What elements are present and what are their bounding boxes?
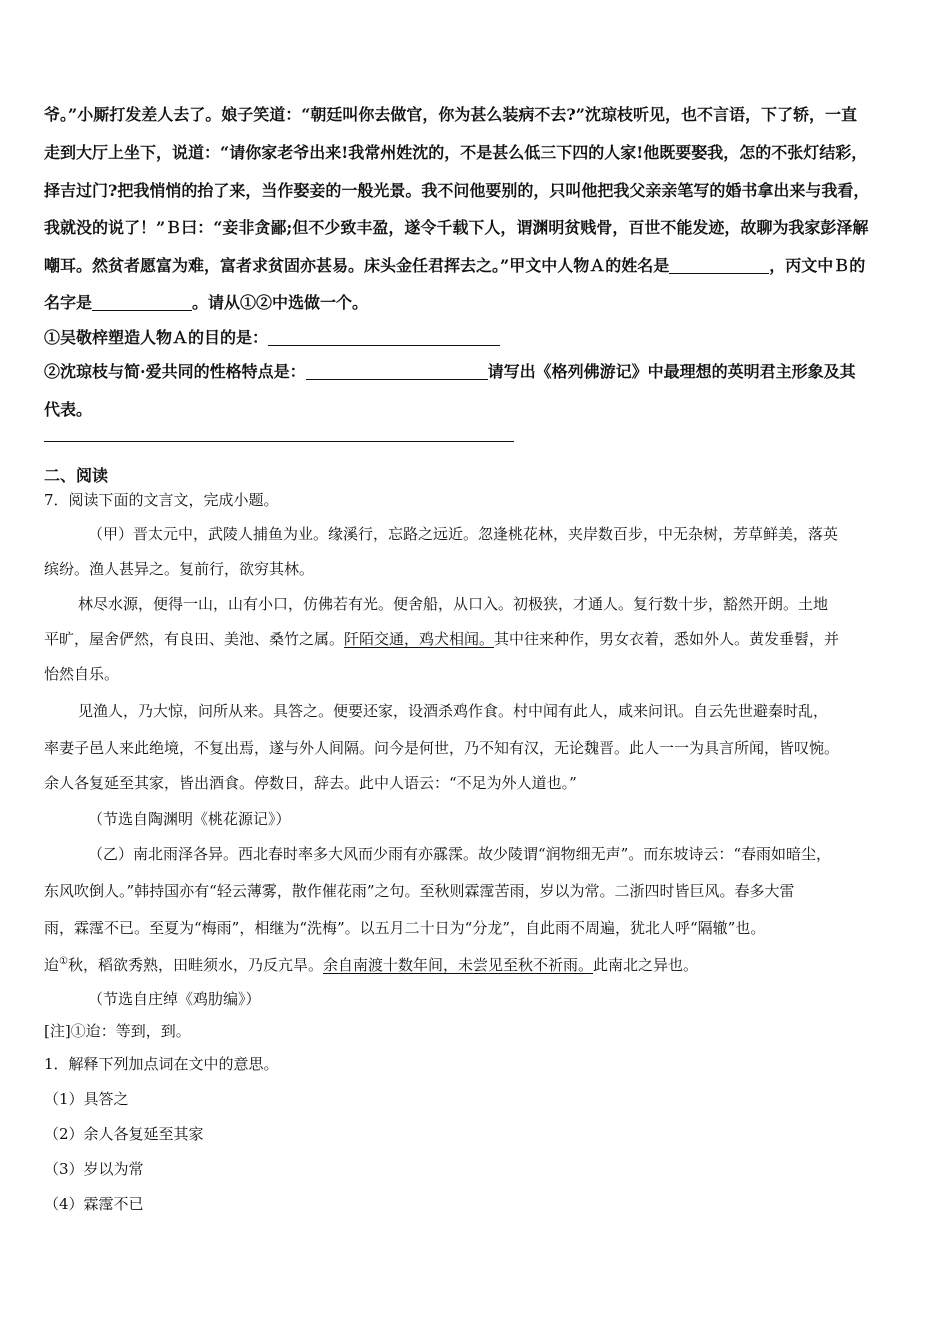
text-segment: 迨 (44, 956, 60, 974)
text-segment: ②沈琼枝与简·爱共同的性格特点是： (44, 362, 306, 381)
question-7: 7．阅读下面的文言文，完成小题。 (44, 491, 279, 509)
text-line: 怡然自乐。 (44, 665, 120, 683)
answer-blank[interactable] (92, 294, 192, 311)
text-line: 择吉过门?把我悄悄的抬了来，当作娶妾的一般光景。我不问他要别的，只叫他把我父亲亲笔写的婚书拿出来与我看， (44, 181, 870, 200)
text-line: 东风吹倒人。”韩持国亦有“轻云薄雾，散作催花雨”之句。至秋则霖霪苦雨，岁以为常。二浙四时皆巨风。春多大雷 (44, 882, 795, 900)
answer-line[interactable] (44, 441, 514, 442)
text-line: 雨，霖霪不已。至夏为“梅雨”，相继为“洗梅”。以五月二十日为“分龙”，自此雨不周遍，犹北人呼“隔辙”也。 (44, 919, 766, 937)
text-line: 率妻子邑人来此绝境，不复出焉，遂与外人间隔。问今是何世，乃不知有汉，无论魏晋。此人一一为具言所闻，皆叹惋。 (44, 739, 840, 757)
question-option-2 (44, 359, 856, 382)
text-line: 我就没的说了！”Ｂ曰：“妾非贪鄙;但不少致丰盈，遂令千载下人，谓渊明贫贱骨，百世不能发迹，故聊为我家彭泽解 (44, 218, 869, 237)
text-line: 余人各复延至其家，皆出酒食。停数日，辞去。此中人语云：“不足为外人道也。” (44, 774, 577, 792)
text-segment: 名字是 (44, 293, 93, 312)
section-heading: 二、阅读 (44, 466, 109, 485)
question-item: （1）具答之 (44, 1090, 129, 1108)
text-line: 代表。 (44, 400, 93, 419)
text-line: 走到大厅上坐下，说道：“请你家老爷出来!我常州姓沈的，不是甚么低三下四的人家!他既要娶我，怎的不张灯结彩， (44, 143, 868, 162)
text-line (44, 954, 698, 975)
question-item: （3）岁以为常 (44, 1160, 144, 1178)
underlined-sentence: 余自南渡十数年间，未尝见至秋不祈雨。 (323, 956, 594, 974)
underlined-sentence: 阡陌交通，鸡犬相闻。 (344, 630, 495, 648)
source-citation: （节选自庄绰《鸡肋编》） (88, 990, 261, 1008)
text-line: 爷。”小厮打发差人去了。娘子笑道：“朝廷叫你去做官，你为甚么装病不去?”沈琼枝听见，也不言语，下了轿，一直 (44, 105, 857, 124)
text-line (44, 253, 865, 276)
text-segment: ①吴敬梓塑造人物Ａ的目的是： (44, 328, 269, 347)
text-segment: 此南北之异也。 (593, 956, 699, 974)
text-segment: 平旷，屋舍俨然，有良田、美池、桑竹之属。 (44, 630, 345, 648)
question-item: （2）余人各复延至其家 (44, 1125, 204, 1143)
text-segment: ，丙文中Ｂ的 (769, 256, 866, 275)
text-segment: 请写出《格列佛游记》中最理想的英明君主形象及其 (487, 362, 856, 381)
text-line: （乙）南北雨泽各异。西北春时率多大风而少雨有亦霡霂。故少陵谓“润物细无声”。而东坡诗云：“春雨如暗尘， (88, 845, 832, 863)
text-line: 见渔人，乃大惊，问所从来。具答之。便要还家，设酒杀鸡作食。村中闻有此人，咸来问讯。自云先世避秦时乱， (78, 702, 829, 720)
question-1-title: 1．解释下列加点词在文中的意思。 (44, 1055, 279, 1073)
source-citation: （节选自陶渊明《桃花源记》） (88, 810, 291, 828)
answer-blank[interactable] (306, 363, 488, 380)
text-line: 林尽水源，便得一山，山有小口，仿佛若有光。便舍船，从口入。初极狭，才通人。复行数十步，豁然开朗。土地 (78, 595, 829, 613)
text-line (44, 290, 368, 313)
question-item: （4）霖霪不已 (44, 1195, 144, 1213)
question-option-1 (44, 325, 500, 348)
footnote-marker: ① (59, 956, 68, 967)
text-segment: 其中往来种作，男女衣着，悉如外人。黄发垂髫，并 (494, 630, 840, 648)
text-line: （甲）晋太元中，武陵人捕鱼为业。缘溪行，忘路之远近。忽逢桃花林，夹岸数百步，中无杂树，芳草鲜美，落英 (88, 525, 839, 543)
text-line (44, 628, 839, 649)
text-segment: 嘲耳。然贫者愿富为难，富者求贫固亦甚易。床头金任君挥去之。”甲文中人物Ａ的姓名是 (44, 256, 670, 275)
footnote: [注]①迨：等到，到。 (44, 1022, 191, 1040)
text-line: 缤纷。渔人甚异之。复前行，欲穷其林。 (44, 560, 315, 578)
text-segment: 秋，稻欲秀熟，田畦须水，乃反亢旱。 (67, 956, 323, 974)
text-segment: 。请从①②中选做一个。 (192, 293, 369, 312)
answer-blank[interactable] (669, 257, 769, 274)
answer-blank[interactable] (268, 329, 500, 346)
